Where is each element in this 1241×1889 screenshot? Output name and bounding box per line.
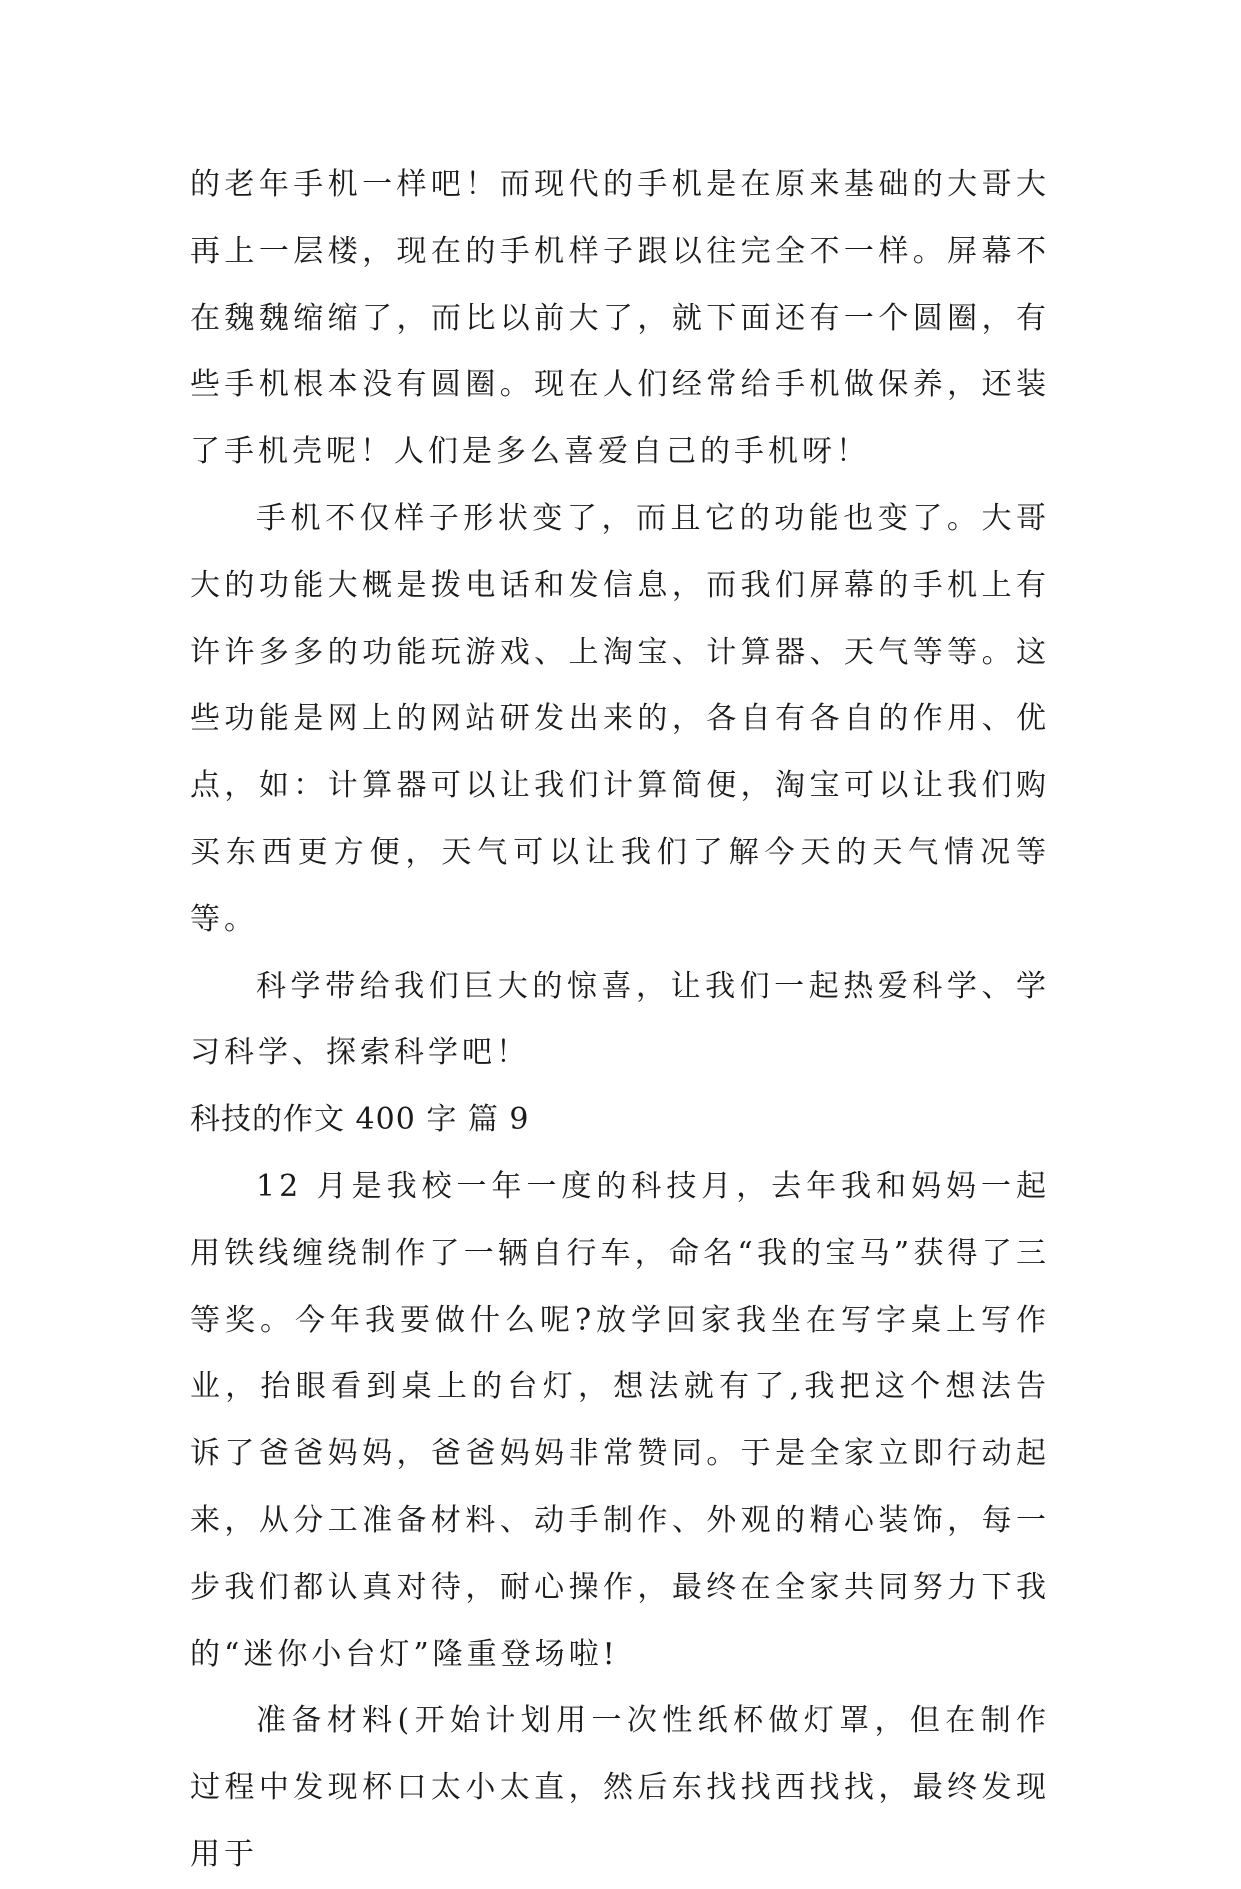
- document-body: [190, 152, 1050, 1889]
- section-heading: 科技的作文 400 字 篇 9: [190, 1102, 530, 1138]
- paragraph-phone-functions: 手机不仅样子形状变了，而且它的功能也变了。大哥大的功能大概是拨电话和发信息，而我们屏幕的手机上有许许多多的功能玩游戏、上淘宝、计算器、天气等等。这些功能是网上的网站研发出来的，各自有各自的作用、优点，如：计算器可以让我们计算简便，淘宝可以让我们购买东西更方便，天气可以让我们了解今天的天气情况等等。: [190, 500, 1050, 937]
- paragraph-materials: 准备材料(开始计划用一次性纸杯做灯罩，但在制作过程中发现杯口太小太直，然后东找找西找找，最终发现用于: [190, 1703, 1050, 1872]
- paragraph-science-conclusion: 科学带给我们巨大的惊喜，让我们一起热爱科学、学习科学、探索科学吧！: [190, 968, 1050, 1071]
- paragraph-tech-month: 12 月是我校一年一度的科技月，去年我和妈妈一起用铁线缠绕制作了一辆自行车，命名“我的宝马”获得了三等奖。今年我要做什么呢?放学回家我坐在写字桌上写作业，抬眼看到桌上的台灯，想法就有了,我把这个想法告诉了爸爸妈妈，爸爸妈妈非常赞同。于是全家立即行动起来，从分工准备材料、动手制作、外观的精心装饰，每一步我们都认真对待，耐心操作，最终在全家共同努力下我的“迷你小台灯”隆重登场啦!: [190, 1168, 1050, 1672]
- paragraph-continued: 的老年手机一样吧！而现代的手机是在原来基础的大哥大再上一层楼，现在的手机样子跟以往完全不一样。屏幕不在魏魏缩缩了，而比以前大了，就下面还有一个圆圈，有些手机根本没有圆圈。现在人们经常给手机做保养，还装了手机壳呢！人们是多么喜爱自己的手机呀！: [190, 167, 1050, 470]
